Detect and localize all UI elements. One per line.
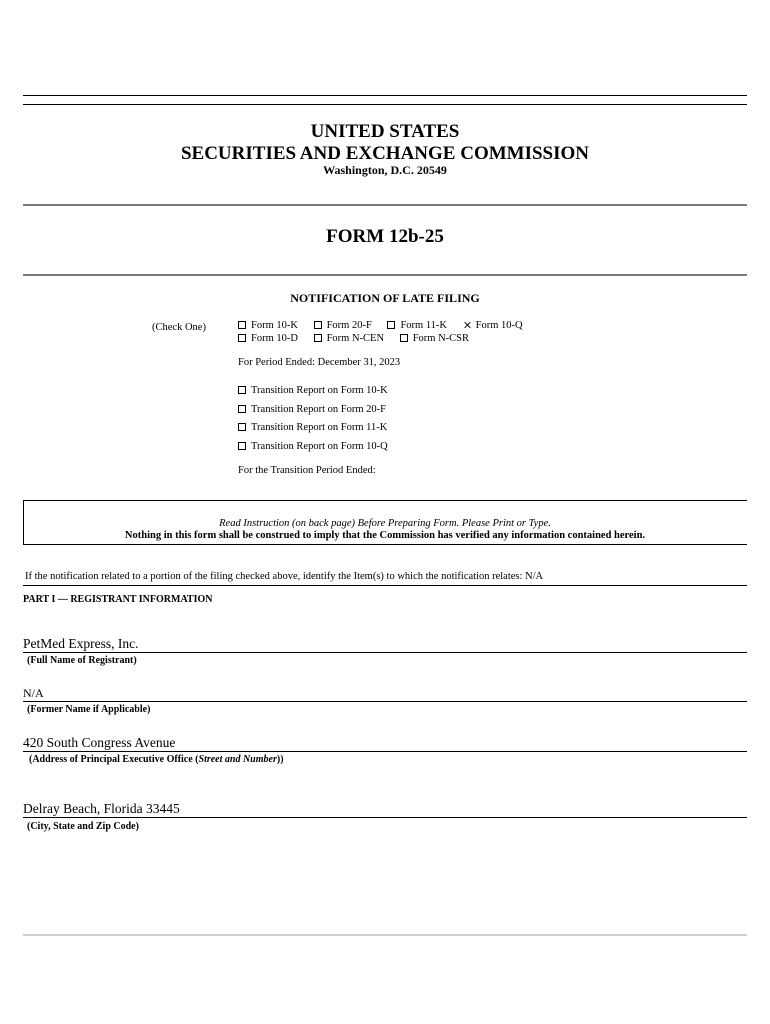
divider-2: [23, 274, 747, 276]
option-form-ncsr[interactable]: Form N-CSR: [400, 333, 469, 344]
check-one-label: (Check One): [152, 322, 206, 333]
option-form-10k[interactable]: Form 10-K: [238, 320, 298, 331]
checkbox-icon[interactable]: [387, 321, 395, 329]
instructions-line2: Nothing in this form shall be construed to imply that the Commission has verified any information contained herein.: [124, 530, 646, 541]
transition-10k[interactable]: Transition Report on Form 10-K: [238, 385, 388, 396]
checkbox-icon[interactable]: [238, 442, 246, 450]
city-state-zip: Delray Beach, Florida 33445: [23, 801, 180, 816]
divider-1: [23, 204, 747, 206]
form-options-row2: [238, 333, 482, 344]
option-form-20f[interactable]: Form 20-F: [314, 320, 372, 331]
form-title: FORM 12b-25: [326, 226, 444, 247]
checked-box-icon[interactable]: [463, 321, 471, 329]
portion-note: If the notification related to a portion of the filing checked above, identify the Item(s) to which the notification relates: N/A: [25, 571, 544, 582]
header-line2: SECURITIES AND EXCHANGE COMMISSION: [180, 143, 590, 164]
part1-title: PART I — REGISTRANT INFORMATION: [23, 594, 213, 605]
former-name-caption: (Former Name if Applicable): [27, 704, 151, 715]
registrant-name: PetMed Express, Inc.: [23, 636, 139, 651]
option-form-11k[interactable]: Form 11-K: [387, 320, 447, 331]
transition-period: For the Transition Period Ended:: [238, 465, 376, 476]
header-line1: UNITED STATES: [310, 121, 460, 142]
checkbox-icon[interactable]: [238, 386, 246, 394]
option-form-10d[interactable]: Form 10-D: [238, 333, 298, 344]
registrant-name-line: [23, 652, 747, 653]
city-line: [23, 817, 747, 818]
checkbox-icon[interactable]: [238, 334, 246, 342]
period-ended: For Period Ended: December 31, 2023: [238, 357, 401, 368]
city-caption: (City, State and Zip Code): [27, 821, 139, 832]
former-name-line: [23, 701, 747, 702]
header-city: Washington, D.C. 20549: [323, 163, 447, 177]
bottom-rule: [23, 934, 747, 936]
registrant-name-caption: (Full Name of Registrant): [27, 655, 137, 666]
instructions-line1: Read Instruction (on back page) Before Preparing Form. Please Print or Type.: [219, 518, 551, 529]
checkbox-icon[interactable]: [314, 334, 322, 342]
checkbox-icon[interactable]: [238, 321, 246, 329]
divider-3: [23, 585, 747, 586]
former-name: N/A: [23, 686, 44, 700]
address: 420 South Congress Avenue: [23, 735, 176, 750]
top-rule: [23, 95, 747, 96]
transition-10q[interactable]: Transition Report on Form 10-Q: [238, 441, 388, 452]
form-options-row1: [238, 320, 536, 331]
checkbox-icon[interactable]: [238, 423, 246, 431]
address-caption: (Address of Principal Executive Office (Street and Number)): [29, 754, 284, 765]
top-rule-2: [23, 104, 747, 105]
option-form-ncen[interactable]: Form N-CEN: [314, 333, 384, 344]
checkbox-icon[interactable]: [238, 405, 246, 413]
option-form-10q[interactable]: Form 10-Q: [463, 320, 523, 331]
checkbox-icon[interactable]: [314, 321, 322, 329]
checkbox-icon[interactable]: [400, 334, 408, 342]
transition-11k[interactable]: Transition Report on Form 11-K: [238, 422, 387, 433]
address-line: [23, 751, 747, 752]
transition-20f[interactable]: Transition Report on Form 20-F: [238, 404, 386, 415]
notification-title: NOTIFICATION OF LATE FILING: [290, 291, 480, 305]
